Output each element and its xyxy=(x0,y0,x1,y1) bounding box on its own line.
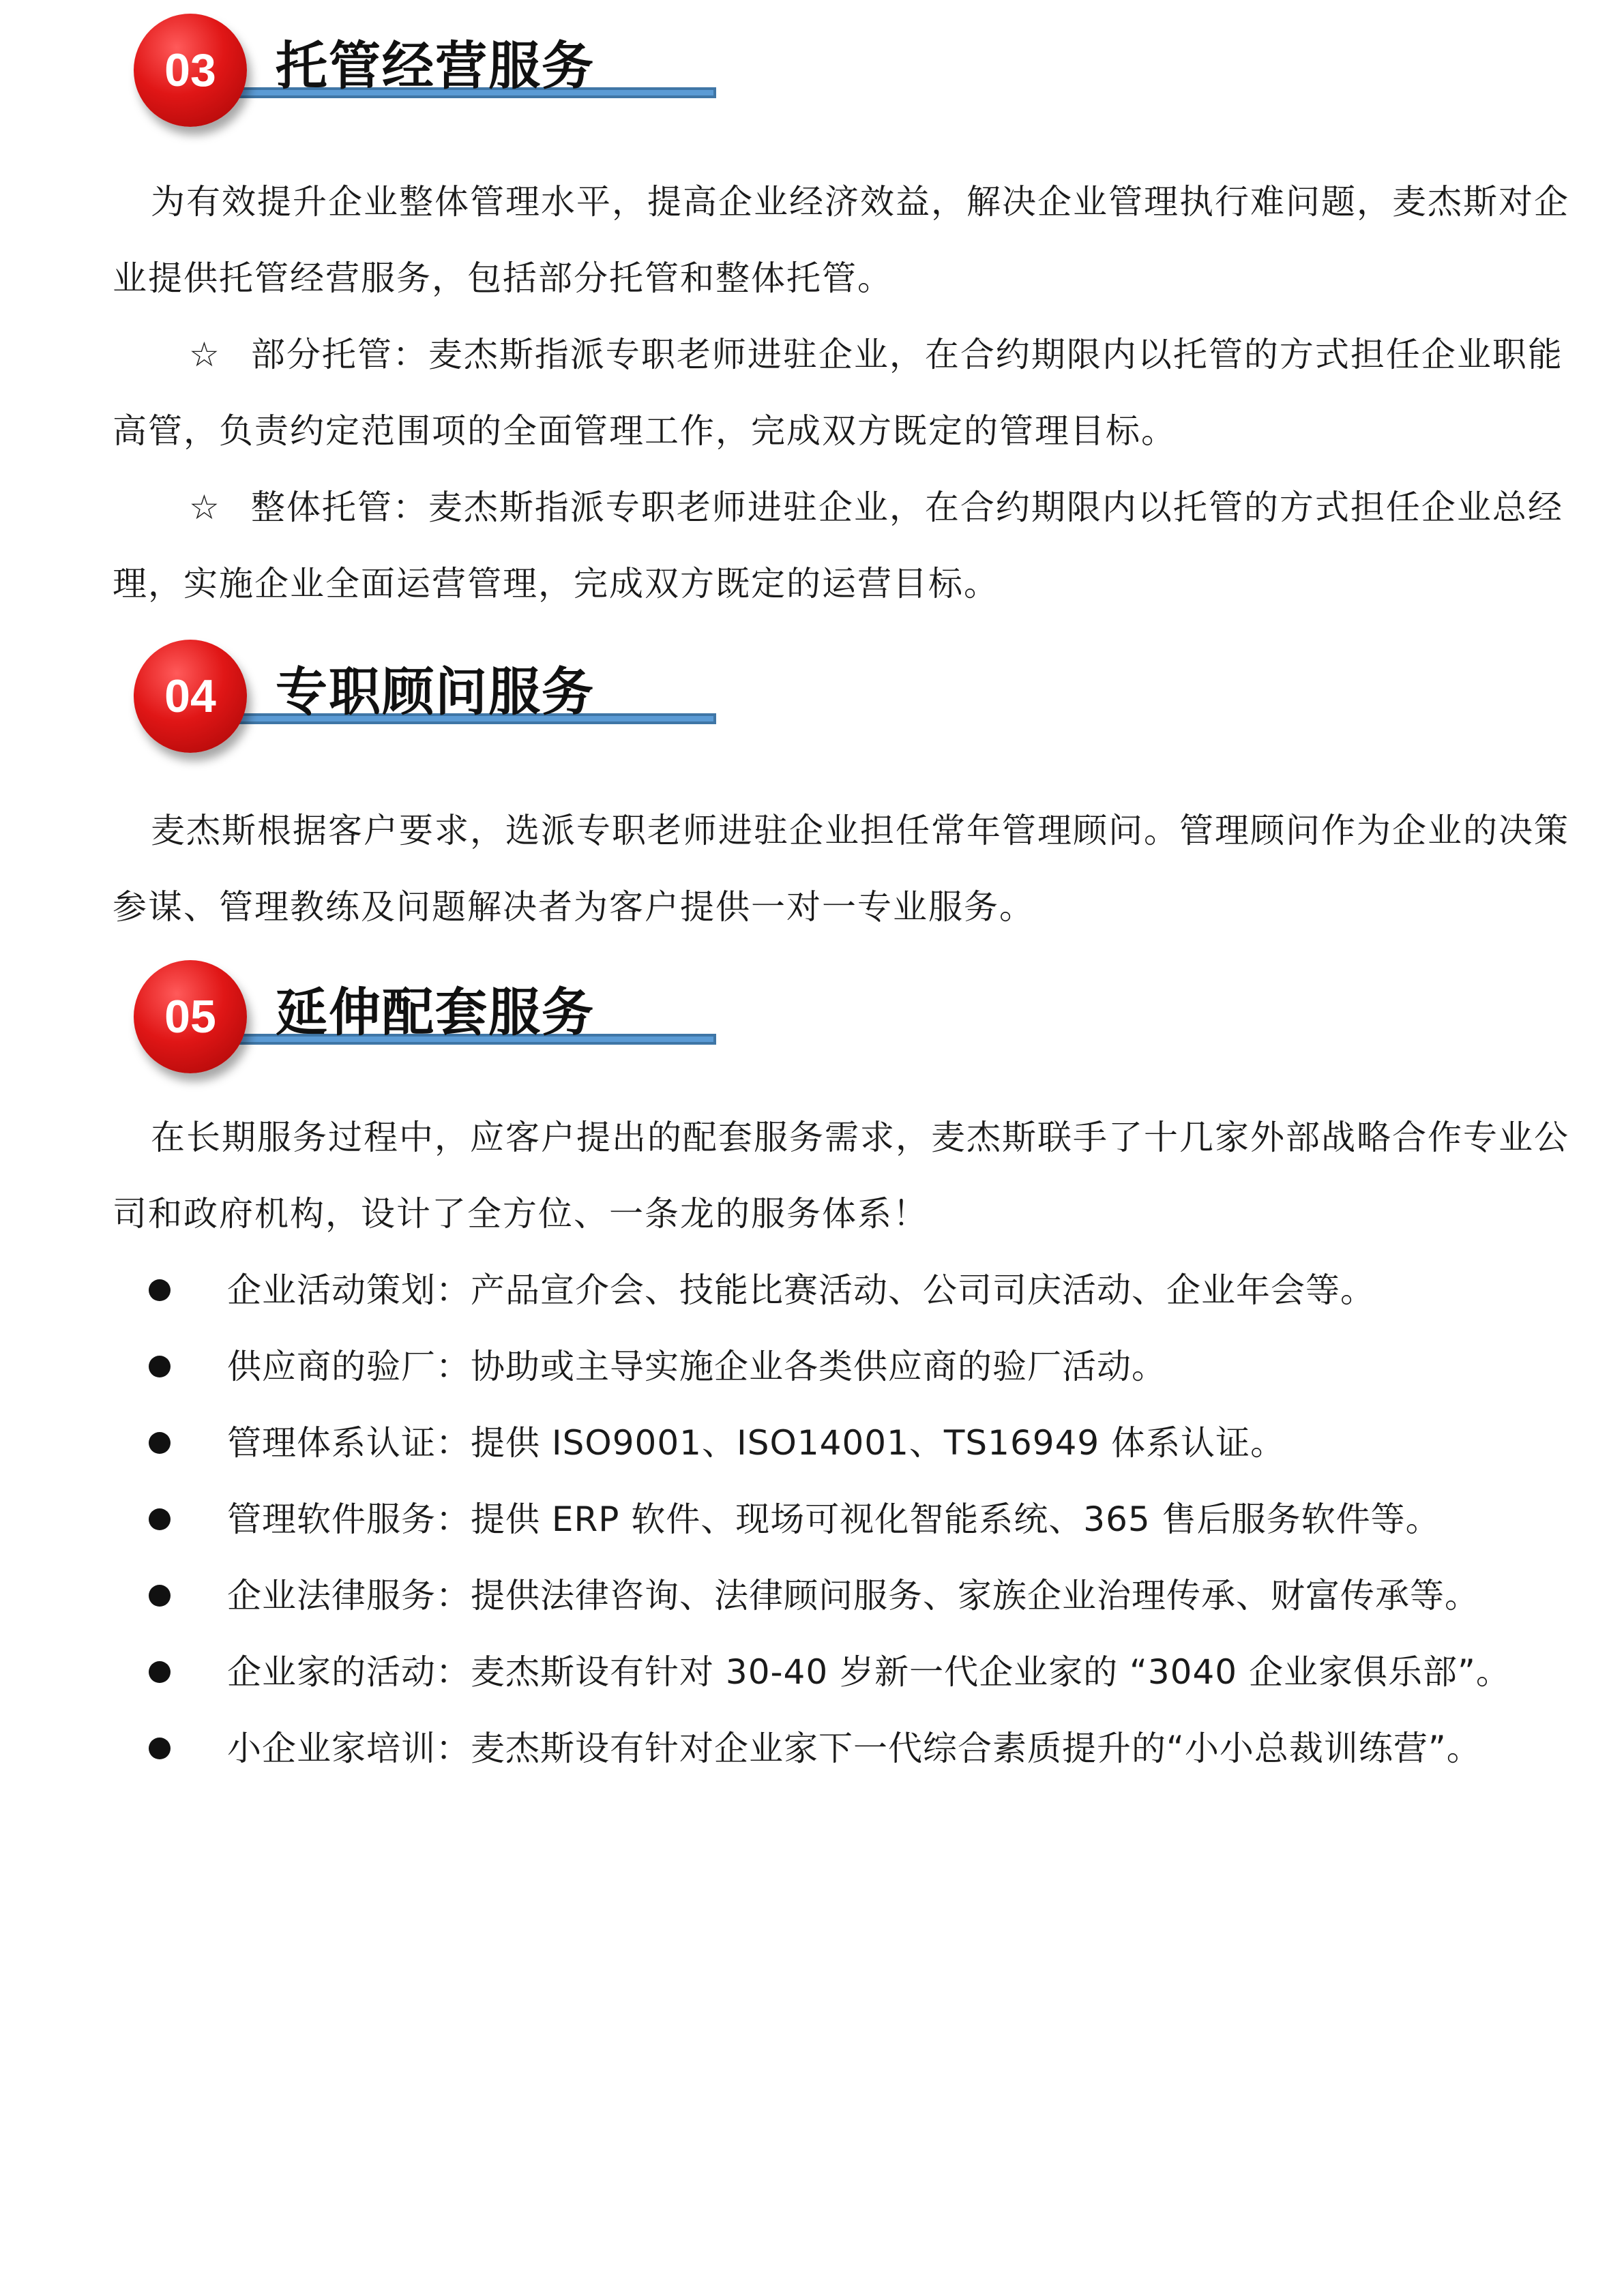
section-number-badge xyxy=(134,14,247,127)
bullet-dot-icon xyxy=(149,1661,171,1683)
section-intro-paragraph: 在长期服务过程中，应客户提出的配套服务需求，麦杰斯联手了十几家外部战略合作专业公司和政府机构，设计了全方位、一条龙的服务体系！ xyxy=(113,1118,1569,1234)
section-heading-03 xyxy=(134,0,611,123)
section-number: 05 xyxy=(164,991,216,1043)
star-item-text: 部分托管：麦杰斯指派专职老师进驻企业，在合约期限内以托管的方式担任企业职能高管，负责约定范围项的全面管理工作，完成双方既定的管理目标。 xyxy=(113,335,1563,451)
section-title: 延伸配套服务 xyxy=(276,982,595,1043)
bullet-item xyxy=(0,1328,1624,1405)
section-number-badge xyxy=(134,960,247,1073)
bullet-text: 企业法律服务：提供法律咨询、法律顾问服务、家族企业治理传承、财富传承等。 xyxy=(227,1576,1479,1615)
bullet-item xyxy=(0,1557,1624,1634)
bullet-item xyxy=(0,1252,1624,1328)
bullet-dot-icon xyxy=(149,1279,171,1301)
star-item-paragraph xyxy=(113,469,1579,622)
section-title: 专职顾问服务 xyxy=(276,661,595,722)
bullet-text: 供应商的验厂：协助或主导实施企业各类供应商的验厂活动。 xyxy=(227,1347,1166,1386)
star-item-text: 整体托管：麦杰斯指派专职老师进驻企业，在合约期限内以托管的方式担任企业总经理，实施企业全面运营管理，完成双方既定的运营目标。 xyxy=(113,488,1563,603)
star-item-paragraph xyxy=(113,316,1579,469)
bullet-text: 小企业家培训：麦杰斯设有针对企业家下一代综合素质提升的“小小总裁训练营”。 xyxy=(227,1729,1481,1768)
bullet-item xyxy=(0,1634,1624,1710)
section-number: 04 xyxy=(164,670,216,722)
bullet-dot-icon xyxy=(149,1356,171,1377)
bullet-text: 企业活动策划：产品宣介会、技能比赛活动、公司司庆活动、企业年会等。 xyxy=(227,1270,1375,1310)
bullet-text: 管理软件服务：提供 ERP 软件、现场可视化智能系统、365 售后服务软件等。 xyxy=(227,1500,1441,1539)
bullet-dot-icon xyxy=(149,1738,171,1759)
bullet-text: 管理体系认证：提供 ISO9001、ISO14001、TS16949 体系认证。 xyxy=(227,1423,1286,1463)
bullet-dot-icon xyxy=(149,1508,171,1530)
bullet-item xyxy=(0,1481,1624,1557)
star-icon: ☆ xyxy=(189,335,221,374)
bullet-text: 企业家的活动：麦杰斯设有针对 30-40 岁新一代企业家的 “3040 企业家俱乐部”。 xyxy=(227,1652,1511,1692)
section-title: 托管经营服务 xyxy=(276,35,595,96)
section-intro-paragraph: 为有效提升企业整体管理水平，提高企业经济效益，解决企业管理执行难问题，麦杰斯对企业提供托管经营服务，包括部分托管和整体托管。 xyxy=(113,182,1569,298)
section-intro-paragraph: 麦杰斯根据客户要求，选派专职老师进驻企业担任常年管理顾问。管理顾问作为企业的决策参谋、管理教练及问题解决者为客户提供一对一专业服务。 xyxy=(113,811,1569,927)
bullet-dot-icon xyxy=(149,1432,171,1454)
section-heading-05 xyxy=(134,946,611,1069)
section-heading-04 xyxy=(134,626,611,749)
bullet-dot-icon xyxy=(149,1585,171,1607)
bullet-item xyxy=(0,1710,1624,1787)
bullet-item xyxy=(0,1405,1624,1481)
section-number-badge xyxy=(134,640,247,753)
section-number: 03 xyxy=(164,44,216,96)
star-icon: ☆ xyxy=(189,488,221,527)
